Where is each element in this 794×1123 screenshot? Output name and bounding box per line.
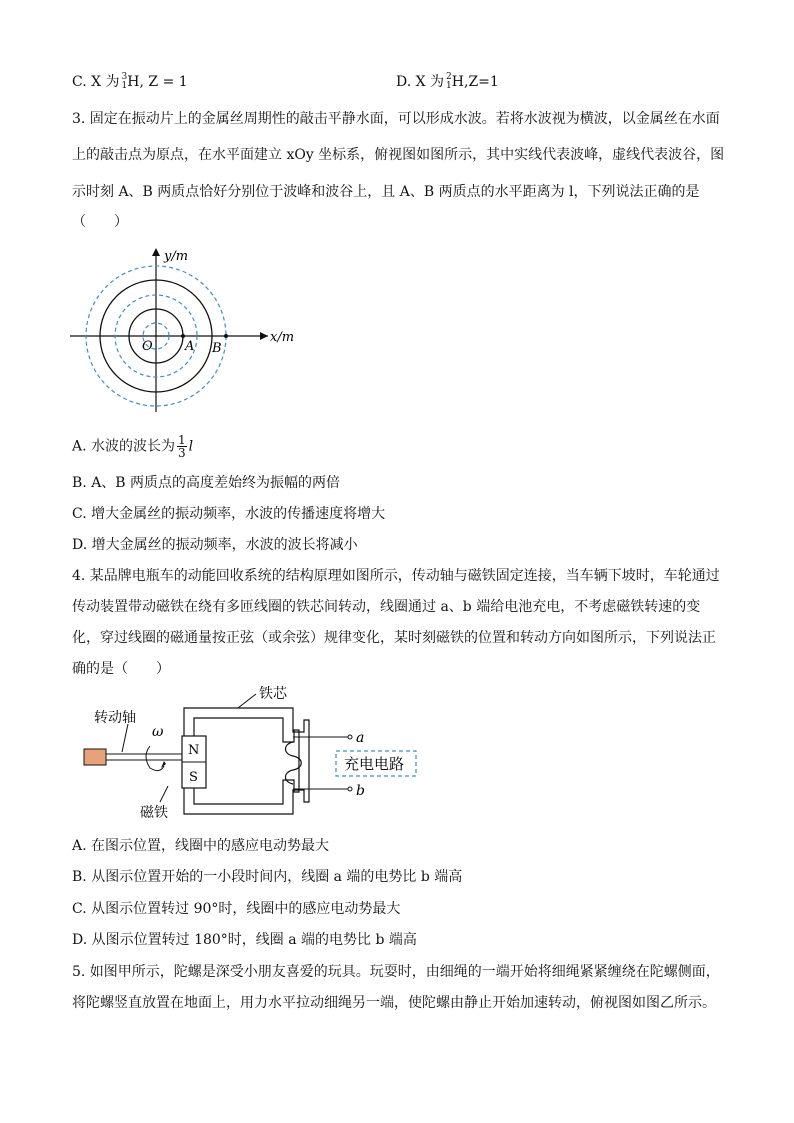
option-d-q2: D. X 为 2 1 H,Z=1 (396, 72, 499, 91)
x-axis-arrow (260, 332, 268, 340)
q4-stem-line-1: 4. 某品牌电瓶车的动能回收系统的结构原理如图所示，传动轴与磁铁固定连接，当车辆下坡时，车轮通过 (72, 568, 720, 584)
south-pole-label: S (189, 770, 198, 785)
q3-blank: （ ） (72, 214, 128, 230)
point-a-label: A (185, 339, 195, 354)
terminal-b-label: b (356, 783, 365, 799)
q3-option-d: D. 增大金属丝的振动频率，水波的波长将减小 (72, 537, 358, 553)
q3-stem-line-3: 示时刻 A、B 两质点恰好分别位于波峰和波谷上，且 A、B 两质点的水平距离为 l，下列说法正确的是 (72, 184, 700, 200)
shaft-label: 转动轴 (94, 710, 136, 726)
rotation-arrow (146, 746, 164, 771)
q3-wave-figure (70, 240, 310, 420)
iron-core-inner (194, 718, 299, 804)
q3-option-c: C. 增大金属丝的振动频率，水波的传播速度将增大 (72, 506, 386, 522)
omega-label: ω (152, 724, 164, 740)
q3-option-a: A. 水波的波长为 $\frac{1}{3}$ l (72, 433, 194, 460)
magnet-leader-line (160, 786, 168, 802)
x-axis-label: x/m (270, 330, 295, 345)
option-c-q2: C. X 为 3 1 H, Z = 1 (72, 72, 188, 91)
shaft-end (84, 749, 106, 765)
point-a-dot (181, 334, 185, 338)
q3-stem-line-2: 上的敲击点为原点，在水平面建立 xOy 坐标系，俯视图如图所示，其中实线代表波峰，虚线代表波谷，图 (72, 147, 725, 163)
q4-option-c: C. 从图示位置转过 90°时，线圈中的感应电动势最大 (72, 901, 401, 917)
terminal-b (348, 787, 352, 791)
shaft-leader-line (122, 724, 128, 752)
y-axis-arrow (152, 248, 160, 256)
q3-option-b: B. A、B 两质点的高度差始终为振幅的两倍 (72, 475, 341, 491)
origin-label: O (142, 339, 153, 354)
q4-stem-line-2: 传动装置带动磁铁在绕有多匝线圈的铁芯间转动，线圈通过 a、b 端给电池充电，不考虑磁铁转速的变 (72, 599, 701, 615)
north-pole-label: N (188, 743, 200, 758)
charging-circuit-label: 充电电路 (344, 755, 405, 773)
magnet-label: 磁铁 (140, 805, 168, 821)
q4-option-d: D. 从图示位置转过 180°时，线圈 a 端的电势比 b 端高 (72, 932, 417, 948)
core-leader-line (238, 694, 256, 708)
q4-option-b: B. 从图示位置开始的一小段时间内，线圈 a 端的电势比 b 端高 (72, 869, 463, 885)
point-b-label: B (212, 341, 222, 356)
core-label: 铁芯 (259, 686, 287, 702)
terminal-a (348, 735, 352, 739)
q5-stem-line-1: 5. 如图甲所示，陀螺是深受小朋友喜爱的玩具。玩耍时，由细绳的一端开始将细绳紧紧缠绕在陀螺侧面， (72, 964, 720, 980)
q3-stem-line-1: 3. 固定在振动片上的金属丝周期性的敲击平静水面，可以形成水波。若将水波视为横波，以金属丝在水面 (72, 111, 720, 127)
terminal-a-label: a (356, 730, 365, 746)
q4-stem-line-4: 确的是（ ） (72, 661, 170, 677)
point-b-dot (224, 334, 228, 338)
y-axis-label: y/m (164, 249, 189, 264)
q4-stem-line-3: 化，穿过线圈的磁通量按正弦（或余弦）规律变化，某时刻磁铁的位置和转动方向如图所示，下列说法正 (72, 630, 716, 646)
q4-option-a: A. 在图示位置，线圈中的感应电动势最大 (72, 838, 330, 854)
q4-generator-figure (78, 682, 438, 822)
fraction: $\frac{1}{3}$ (178, 433, 186, 460)
q5-stem-line-2: 将陀螺竖直放置在地面上，用力水平拉动细绳另一端，使陀螺由静止开始加速转动，俯视图如图乙所示。 (72, 995, 716, 1011)
